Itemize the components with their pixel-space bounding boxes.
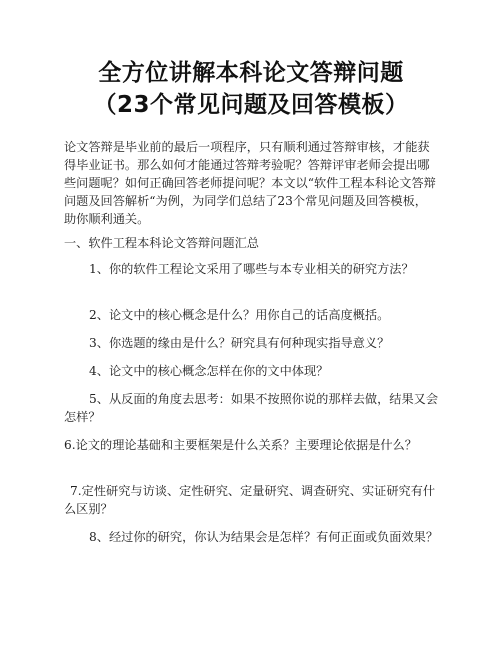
question-2: 2、论文中的核心概念是什么？用你自己的话高度概括。	[89, 308, 390, 322]
question-4: 4、论文中的核心概念怎样在你的文中体现？	[89, 364, 329, 378]
question-6: 6.论文的理论基础和主要框架是什么关系？主要理论依据是什么？	[64, 438, 417, 452]
intro-paragraph: 论文答辩是毕业前的最后一项程序，只有顺利通过答辩审核，才能获得毕业证书。那么如何才能通过答辩考验呢？答辩评审老师会提出哪些问题呢？如何正确回答老师提问呢？本文以“软件工程本科论文答辩问题及回答解析“为例，为同学们总结了23个常见问题及回答模板，助你顺利通关。	[64, 140, 436, 226]
question-5: 5、从反面的角度去思考：如果不按照你说的那样去做，结果又会怎样？	[64, 392, 439, 424]
question-1: 1、你的软件工程论文采用了哪些与本专业相关的研究方法？	[89, 262, 414, 276]
section-heading: 一、软件工程本科论文答辩问题汇总	[64, 236, 259, 250]
question-3: 3、你选题的缘由是什么？研究具有何种现实指导意义？	[89, 336, 390, 350]
document-title-line-2: （23个常见问题及回答模板）	[93, 92, 409, 118]
question-7: 7.定性研究与访谈、定性研究、定量研究、调查研究、实证研究有什么区别？	[64, 484, 436, 516]
document-title-line-1: 全方位讲解本科论文答辩问题	[98, 60, 404, 86]
question-8: 8、经过你的研究，你认为结果会是怎样？有何正面或负面效果？	[89, 530, 439, 544]
